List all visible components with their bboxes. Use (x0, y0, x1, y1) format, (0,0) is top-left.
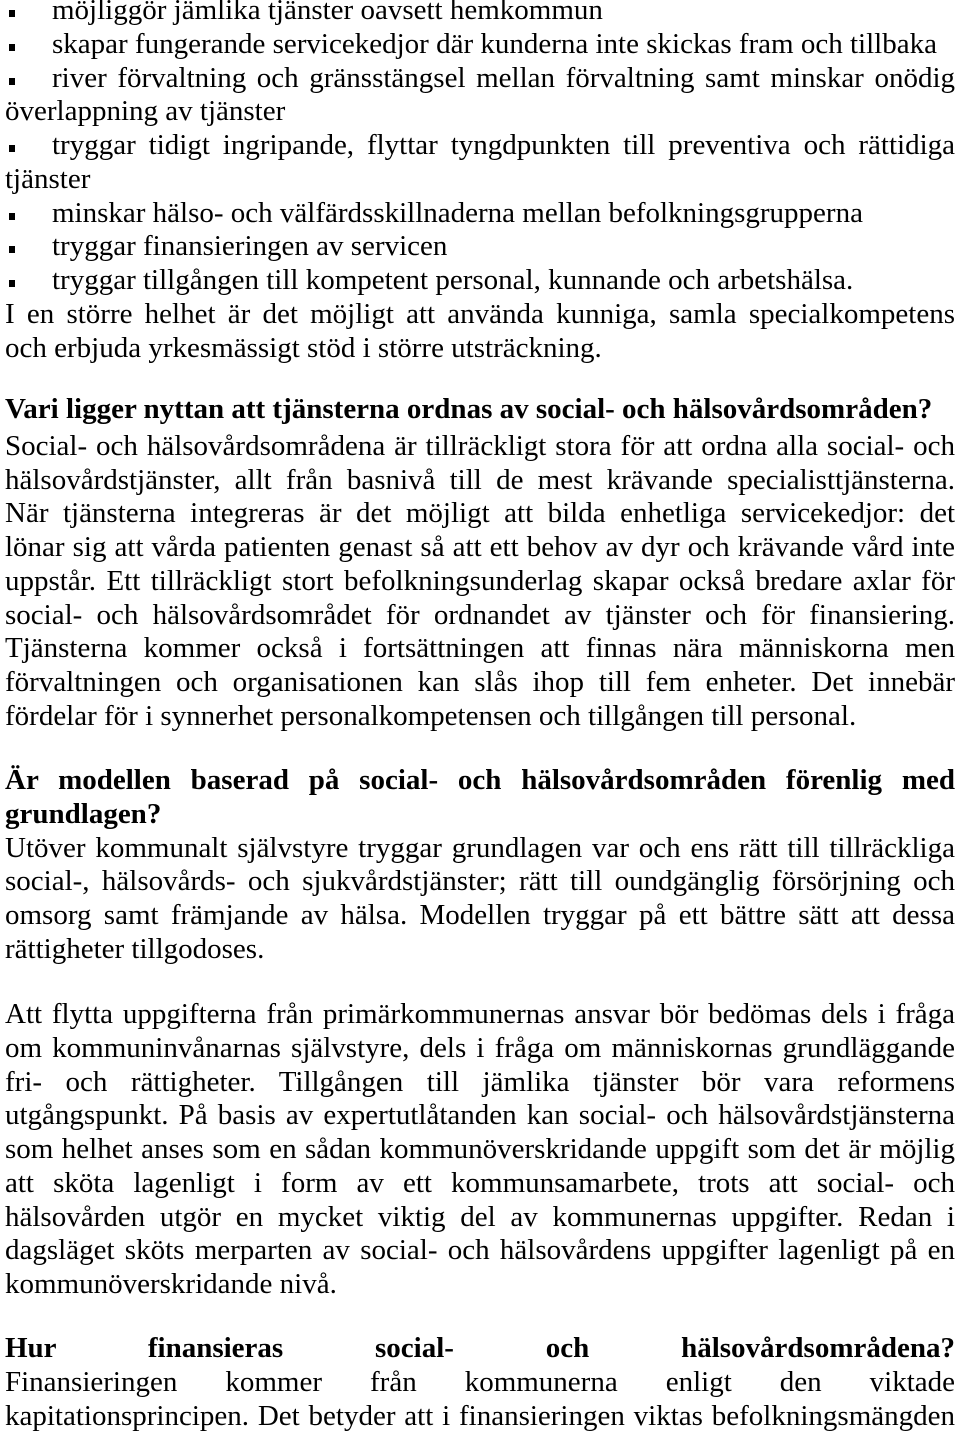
paragraph-line: fri- och rättigheter. Tillgången till jämlika tjänster bör vara reformens (5, 1065, 955, 1098)
intro-paragraph (5, 298, 955, 366)
section-constitution (5, 764, 955, 1302)
section-heading: Vari ligger nyttan att tjänsterna ordnas av social- och hälsovårdsområden? (5, 393, 933, 425)
bullet-icon (9, 44, 15, 51)
paragraph-line: Tjänsterna kommer också i fortsättningen att finnas nära människorna men (5, 632, 955, 665)
bullet-item (5, 129, 955, 163)
bullet-text: tryggar finansieringen av servicen (52, 230, 448, 263)
bullet-text: minskar hälso- och välfärdsskillnaderna mellan befolkningsgrupperna (52, 196, 863, 229)
bullet-item (5, 197, 955, 231)
paragraph-line: Finansieringen kommer från kommunerna enligt den viktade (5, 1365, 955, 1398)
paragraph-line: rättigheter tillgodoses. (5, 932, 265, 965)
bullet-text-continuation: överlappning av tjänster (5, 95, 286, 128)
bullet-item (5, 28, 955, 62)
paragraph (5, 998, 955, 1302)
paragraph-line: utgångspunkt. På basis av expertutlåtanden kan social- och hälsovårdstjänsterna (5, 1099, 955, 1132)
paragraph-line: uppstår. Ett tillräckligt stort befolkningsunderlag skapar också bredare axlar för (5, 564, 955, 597)
section-heading: Hur finansieras social- och hälsovårdsområdena? (5, 1332, 955, 1364)
paragraph-line: social-, hälsovårds- och sjukvårdstjänster; rätt till oundgänglig försörjning och (5, 865, 955, 898)
bullet-text: möjliggör jämlika tjänster oavsett hemkommun (52, 0, 603, 26)
bullet-item (5, 230, 955, 264)
paragraph-line: När tjänsterna integreras är det möjligt att bilda enhetliga servicekedjor: det (5, 497, 955, 530)
paragraph-line: Utöver kommunalt självstyre tryggar grundlagen var och ens rätt till tillräckliga (5, 831, 955, 864)
paragraph-line: hälsovårdstjänster, allt från basnivå till de mest krävande specialisttjänsterna. (5, 463, 955, 496)
bullet-text: tryggar tillgången till kompetent personal, kunnande och arbetshälsa. (52, 264, 854, 296)
paragraph-line: och erbjuda yrkesmässigt stöd i större utsträckning. (5, 331, 602, 364)
section-heading: grundlagen? (5, 797, 162, 830)
paragraph-line: omsorg samt främjande av hälsa. Modellen tryggar på ett bättre sätt att dessa (5, 899, 955, 931)
bullet-icon (9, 10, 15, 17)
paragraph-line: som helhet anses som en sådan kommunöverskridande uppgift som det är möjlig (5, 1133, 955, 1165)
paragraph-line: kapitationsprincipen. Det betyder att i finansieringen viktas befolkningsmängden (5, 1399, 955, 1432)
bullet-icon (9, 78, 15, 85)
paragraph (5, 1366, 955, 1434)
paragraph-line: om kommuninvånarnas självstyre, dels i fråga om människornas grundläggande (5, 1031, 955, 1064)
bullet-icon (9, 145, 15, 152)
bullet-item (5, 264, 955, 298)
page-content (5, 0, 955, 1433)
bullet-text: tryggar tidigt ingripande, flyttar tyngdpunkten till preventiva och rättidiga (52, 129, 955, 161)
paragraph-line: I en större helhet är det möjligt att använda kunniga, samla specialkompetens (5, 297, 955, 330)
paragraph-line: dagsläget sköts merparten av social- och hälsovårdens uppgifter lagenligt på en (5, 1234, 955, 1267)
bullet-text: skapar fungerande servicekedjor där kunderna inte skickas fram och tillbaka (52, 27, 937, 60)
paragraph-line: kommunöverskridande nivå. (5, 1268, 337, 1300)
bullet-item (5, 0, 955, 28)
paragraph-line: fördelar för i synnerhet personalkompetensen och tillgången till personal. (5, 699, 857, 732)
bullet-text: river förvaltning och gränsstängsel mellan förvaltning samt minskar onödig (52, 61, 955, 94)
section-financing (5, 1332, 955, 1433)
paragraph-line: hälsovården utgör en mycket viktig del av kommunernas uppgifter. Redan i (5, 1200, 955, 1233)
paragraph (5, 832, 955, 967)
bullet-list (5, 0, 955, 298)
section-heading: Är modellen baserad på social- och hälsovårdsområden förenlig med (5, 764, 955, 796)
paragraph (5, 430, 955, 734)
bullet-item (5, 62, 955, 96)
paragraph-line: förvaltningen och organisationen kan slås ihop till fem enheter. Det innebär (5, 666, 955, 698)
bullet-icon (9, 280, 15, 287)
paragraph-line: social- och hälsovårdsområdet för ordnandet av tjänster och för finansiering. (5, 598, 955, 631)
paragraph-line: att sköta lagenligt i form av ett kommunsamarbete, trots att social- och (5, 1166, 955, 1199)
paragraph-line: Att flytta uppgifterna från primärkommunernas ansvar bör bedömas dels i fråga (5, 998, 955, 1030)
bullet-icon (9, 213, 15, 220)
paragraph-line: Social- och hälsovårdsområdena är tillräckligt stora för att ordna alla social- och (5, 429, 955, 462)
paragraph-line: lönar sig att vårda patienten genast så att ett behov av dyr och krävande vård inte (5, 531, 955, 563)
section-benefits (5, 393, 955, 734)
bullet-icon (9, 246, 15, 253)
bullet-text-continuation: tjänster (5, 162, 91, 195)
